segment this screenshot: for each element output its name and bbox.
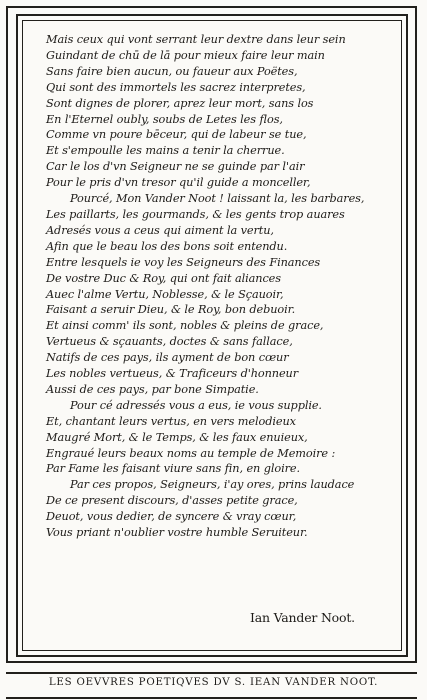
poem-line: Entre lesquels ie voy les Seigneurs des Finances: [46, 255, 321, 269]
footer-rule-top: [6, 672, 417, 674]
poem-line: Car le los d'vn Seigneur ne se guinde par l'air: [46, 160, 305, 174]
poem-line: Pourcé, Mon Vander Noot ! laissant la, les barbares,: [70, 192, 365, 206]
author-signature: Ian Vander Noot.: [250, 610, 355, 625]
poem-line: En l'Eternel oubly, soubs de Letes les flos,: [46, 112, 283, 126]
poem-line: Adresés vous a ceus qui aiment la vertu,: [46, 223, 274, 237]
poem-line: Par ces propos, Seigneurs, i'ay ores, prins laudace: [70, 478, 355, 492]
poem-line: Sont dignes de plorer, aprez leur mort, sans los: [46, 96, 314, 110]
poem-line: Sans faire bien aucun, ou faueur aux Poëtes,: [46, 64, 298, 78]
poem-line: Les nobles vertueus, & Traficeurs d'honneur: [46, 367, 299, 381]
poem-line: De vostre Duc & Roy, qui ont fait aliances: [46, 271, 281, 285]
poem-line: Aussi de ces pays, par bone Simpatie.: [46, 382, 259, 396]
poem-line: Mais ceux qui vont serrant leur dextre dans leur sein: [46, 33, 346, 46]
poem-line: De ce present discours, d'asses petite grace,: [46, 494, 298, 508]
poem-line: Et, chantant leurs vertus, en vers melodieux: [46, 414, 296, 428]
poem-text: [46, 32, 386, 541]
poem-line: Et ainsi comm' ils sont, nobles & pleins de grace,: [46, 319, 324, 333]
poem-line: Par Fame les faisant viure sans fin, en gloire.: [46, 462, 300, 476]
poem-line: Maugré Mort, & le Temps, & les faux enuieux,: [46, 430, 308, 444]
poem-line: Engraué leurs beaux noms au temple de Memoire :: [46, 446, 336, 460]
poem-line: Comme vn poure bēceur, qui de labeur se tue,: [46, 128, 307, 142]
footer-rule-bottom: [6, 697, 417, 699]
poem-line: Deuot, vous dedier, de syncere & vray cœur,: [46, 510, 297, 524]
poem-line: Et s'empoulle les mains a tenir la cherrue.: [46, 144, 285, 158]
poem-line: Pour cé adressés vous a eus, ie vous supplie.: [70, 398, 322, 412]
poem-line: Afin que le beau los des bons soit entendu.: [46, 239, 288, 253]
poem-line: Faisant a seruir Dieu, & le Roy, bon debuoir.: [46, 303, 296, 317]
poem-line: Vertueus & sçauants, doctes & sans fallace,: [46, 335, 293, 349]
poem-line: Qui sont des immortels les sacrez interpretes,: [46, 80, 306, 94]
poem-line: Pour le pris d'vn tresor qu'il guide a monceller,: [46, 176, 311, 190]
poem-line: Les paillarts, les gourmands, & les gents trop auares: [46, 207, 345, 221]
poem-line: Guindant de chū de lā pour mieux faire leur main: [46, 48, 325, 62]
poem-line: Auec l'alme Vertu, Noblesse, & le Sçauoir,: [46, 287, 284, 301]
running-title: LES OEVVRES POETIQVES DV S. IEAN VANDER NOOT.: [48, 677, 379, 688]
poem-line: Vous priant n'oublier vostre humble Seruiteur.: [46, 526, 308, 540]
poem-line: Natifs de ces pays, ils ayment de bon cœur: [46, 351, 289, 365]
